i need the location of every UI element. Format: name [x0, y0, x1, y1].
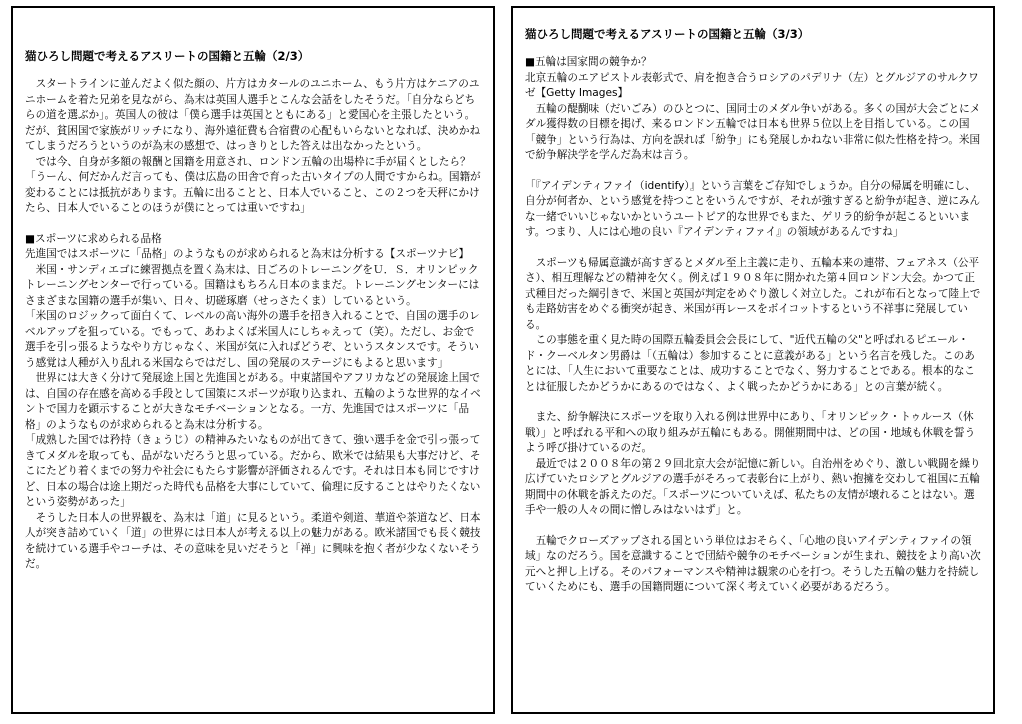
article-page-left [11, 6, 495, 714]
page-content [25, 48, 483, 573]
paragraph-block: ■五輪は国家間の競争か？ 北京五輪のエアピストル表彰式で、肩を抱き合うロシアのパデリナ（左）とグルジアのサルクワゼ【Getty Images】 五輪の醍醐味（だいごみ）のひとつに、国同士のメダル争いがある。多くの国が大会ごとにメダル獲得数の目標を掲げ、来るロンドン五輪では日本も世界５位以上を目指している。この国「競争」という行為は、方向を誤れば「紛争」にも発展しかねない非常に似た性格を持つ。米国で紛争解決学を学んだ為末は言う。 [525, 56, 981, 161]
paragraph-block: 「『アイデンティファイ（identify）』という言葉をご存知でしょうか。自分の帰属を明確にし、自分が何者か、という感覚を持つことをいうんですが、それが強すぎると紛争が起き、逆にみんな一緒でいいじゃないかというユートピア的な世界でもまた、ゲリラ的紛争が起こるといいます。つまり、人には心地の良い『アイデンティファイ』の領域があるんですね」 [525, 179, 981, 238]
paragraph-gap [525, 164, 983, 179]
page-content [525, 26, 983, 596]
paragraph-gap [25, 217, 483, 232]
paragraph-block: スタートラインに並んだよく似た顔の、片方はカタールのユニホーム、もう片方はケニアのユニホームを着た兄弟を見ながら、為末は英国人選手とこんな会話をしたそうだ。「自分ならどちらの道を選ぶか」。英国人の彼は「僕ら選手は英国とともにある」と愛国心を主張したという。だが、貧困国で家族がリッチになり、海外遠征費も合宿費の心配もいらないとなれば、決めかねてしまうだろうというのが為末の感想で、はっきりとした答えは出なかったという。 では今、自身が多額の報酬と国籍を用意され、ロンドン五輪の出場枠に手が届くとしたら？ 「うーん、何だかんだ言っても、僕は広島の田舎で育った古いタイプの人間ですからね。国籍が変わることには抵抗があります。五輪に出ることと、日本人でいること、この２つを天秤にかけたら、日本人でいることのほうが僕にとっては重いですね」 [25, 78, 481, 214]
paragraph-gap [525, 241, 983, 256]
page-title: 猫ひろし問題で考えるアスリートの国籍と五輪（2/3） [25, 49, 310, 63]
paragraph-gap [525, 519, 983, 534]
article-page-right [511, 6, 995, 714]
paragraph-block: また、紛争解決にスポーツを取り入れる例は世界中にあり、「オリンピック・トゥルース（休戦）」と呼ばれる平和への取り組みが五輪にもある。開催期間中は、どの国・地域も休戦を誓うよう呼び掛けているのだ。 最近では２００８年の第２９回北京大会が記憶に新しい。自治州をめぐり、激しい戦闘を繰り広げていたロシアとグルジアの選手がそろって表彰台に上がり、熱い抱擁を交わして祖国に五輪期間中の休戦を訴えたのだ。「スポーツについていえば、私たちの友情が壊れることはない。選手や一般の人々の間に憎しみはないはず」と。 [525, 411, 981, 516]
paragraph-gap [525, 395, 983, 410]
page-title: 猫ひろし問題で考えるアスリートの国籍と五輪（3/3） [525, 27, 810, 41]
paragraph-block: 五輪でクローズアップされる国という単位はおそらく、「心地の良いアイデンティファイの領域」なのだろう。国を意識することで団結や競争のモチベーションが生まれ、競技をより高い次元へと押し上げる。そのパフォーマンスや精神は観衆の心を打つ。そうした五輪の魅力を持続していくためにも、選手の国籍問題について深く考えていく必要があるだろう。 [525, 534, 981, 593]
paragraph-block: ■スポーツに求められる品格 先進国ではスポーツに「品格」のようなものが求められると為末は分析する【スポーツナビ】 米国・サンディエゴに練習拠点を置く為末は、日ごろのトレーニングをＵ．Ｓ．オリンピックトレーニングセンターで行っている。国籍はもちろん日本のままだ。トレーニングセンターにはさまざまな国籍の選手が集い、日々、切磋琢磨（せっさたくま）しているという。 「米国のロジックって面白くて、レベルの高い海外の選手を招き入れることで、自国の選手のレベルアップを狙っている。でもって、あわよくば米国人にしちゃえって（笑）。ただし、お金で選手を引っ張るようなやり方じゃなく、米国が気に入ればどうぞ、というスタンスです。そういう感覚は人種が入り乱れる米国ならではだし、国の発展のステージにもよると思います」 世界には大きく分けて発展途上国と先進国とがある。中東諸国やアフリカなどの発展途上国では、自国の存在感を高める手段として国策にスポーツが取り込まれ、五輪のような世界的なイベントで国力を顕示することが大きなモチベーションとなる。一方、先進国ではスポーツに「品格」のようなものが求められると為末は分析する。 「成熟した国では矜持（きょうじ）の精神みたいなものが出てきて、強い選手を金で引っ張ってきてメダルを取っても、品がないだろうと思っている。だから、欧米では結果も大事だけど、そこにたどり着くまでの努力や社会にもたらす影響が評価されるんです。それは日本も同じですけど、日本の場合は途上期だった時代も品格を大事にしていて、倫理に反することはやりたくないという姿勢があった」 そうした日本人の世界観を、為末は「道」に見るという。柔道や剣道、華道や茶道など、日本人が突き詰めていく「道」の世界には日本人が考える以上の魅力がある。欧米諸国でも長く競技を続けている選手やコーチは、その意味を見いだそうと「禅」に興味を抱く者が少なくないそうだ。 [25, 232, 481, 570]
paragraph-block: スポーツも帰属意識が高すぎるとメダル至上主義に走り、五輪本来の連帯、フェアネス（公平さ）、相互理解などの精神を欠く。例えば１９０８年に開かれた第４回ロンドン大会。かつて正式種目だった綱引きで、米国と英国が判定をめぐり激しく対立した。これが布石となって陸上でも走路妨害をめぐる衝突が起き、米国が再レースをボイコットするという不祥事に発展している。 この事態を重く見た時の国際五輪委員会会長にして、"近代五輪の父"と呼ばれるピエール・ド・クーベルタン男爵は「（五輪は）参加することに意義がある」という名言を残した。このあとには、「人生において重要なことは、成功することでなく、努力することである。根本的なことは征服したかどうかにあるのではなく、よく戦ったかどうかにある」との言葉が続く。 [525, 256, 981, 393]
